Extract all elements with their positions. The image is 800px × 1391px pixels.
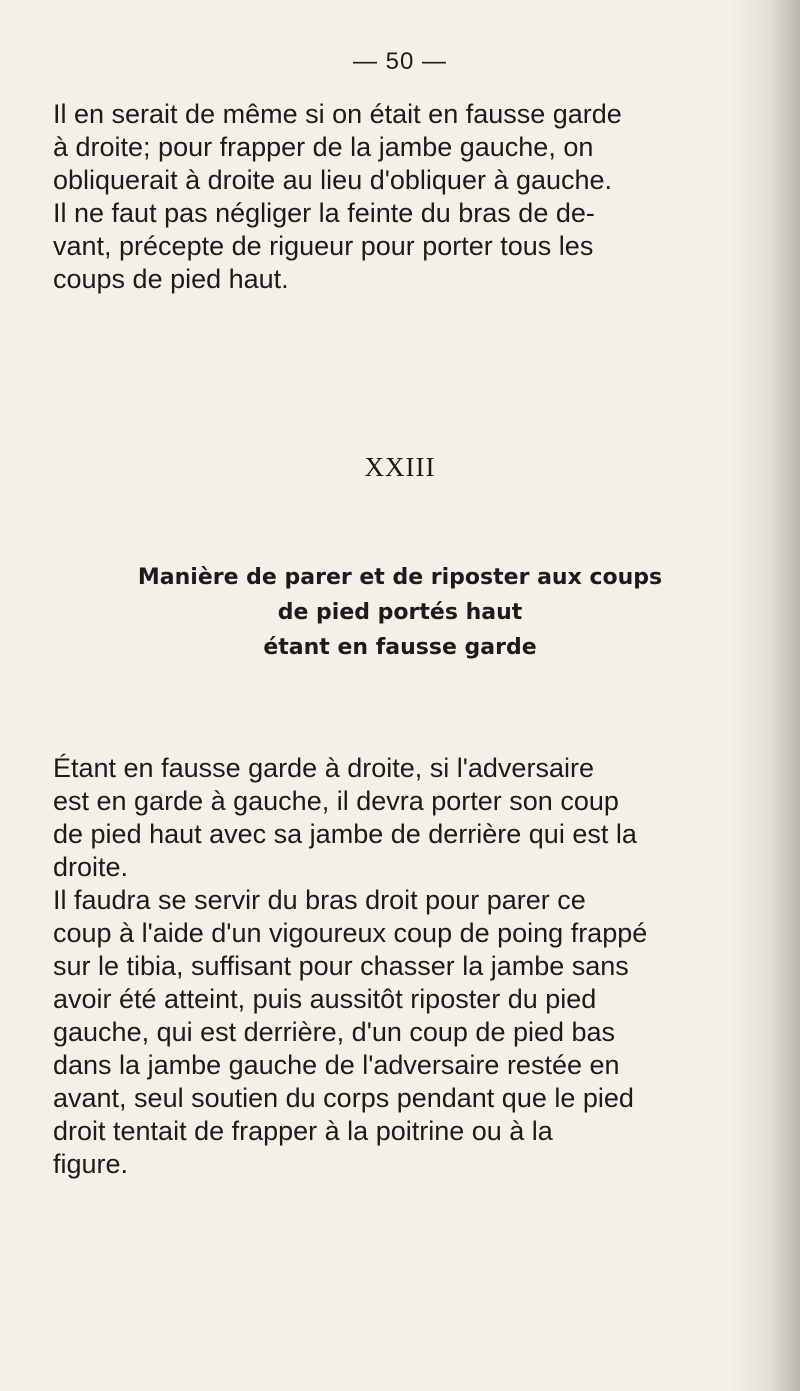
text-line: obliquerait à droite au lieu d'obliquer à gauche. (53, 165, 613, 195)
text-line: Étant en fausse garde à droite, si l'adversaire (53, 753, 594, 783)
text-line: coups de pied haut. (53, 264, 289, 294)
text-line: vant, précepte de rigueur pour porter tous les (53, 231, 594, 261)
page-number: — 50 — (352, 48, 448, 75)
text-line: Il ne faut pas négliger la feinte du bras de de- (53, 198, 595, 228)
heading-line: étant en fausse garde (263, 635, 537, 660)
text-line: avant, seul soutien du corps pendant que le pied (53, 1083, 634, 1113)
intro-paragraph (53, 98, 778, 296)
section-number: XXIII (364, 452, 436, 482)
text-line: dans la jambe gauche de l'adversaire restée en (53, 1050, 620, 1080)
text-line: gauche, qui est derrière, d'un coup de pied bas (53, 1017, 616, 1047)
text-line: sur le tibia, suffisant pour chasser la jambe sans (53, 951, 629, 981)
text-line: Il en serait de même si on était en fausse garde (53, 99, 622, 129)
text-line: à droite; pour frapper de la jambe gauche, on (53, 132, 594, 162)
text-line: droite. (53, 852, 129, 882)
section-heading (0, 560, 800, 665)
text-line: avoir été atteint, puis aussitôt riposter du pied (53, 984, 597, 1014)
body-paragraph (53, 752, 778, 1181)
text-line: est en garde à gauche, il devra porter son coup (53, 786, 619, 816)
heading-line: de pied portés haut (277, 600, 523, 625)
text-line: figure. (53, 1149, 129, 1179)
heading-line: Manière de parer et de riposter aux coups (137, 565, 663, 590)
text-line: droit tentait de frapper à la poitrine ou à la (53, 1116, 553, 1146)
text-line: de pied haut avec sa jambe de derrière qui est la (53, 819, 637, 849)
text-line: Il faudra se servir du bras droit pour parer ce (53, 885, 586, 915)
text-line: coup à l'aide d'un vigoureux coup de poing frappé (53, 918, 648, 948)
